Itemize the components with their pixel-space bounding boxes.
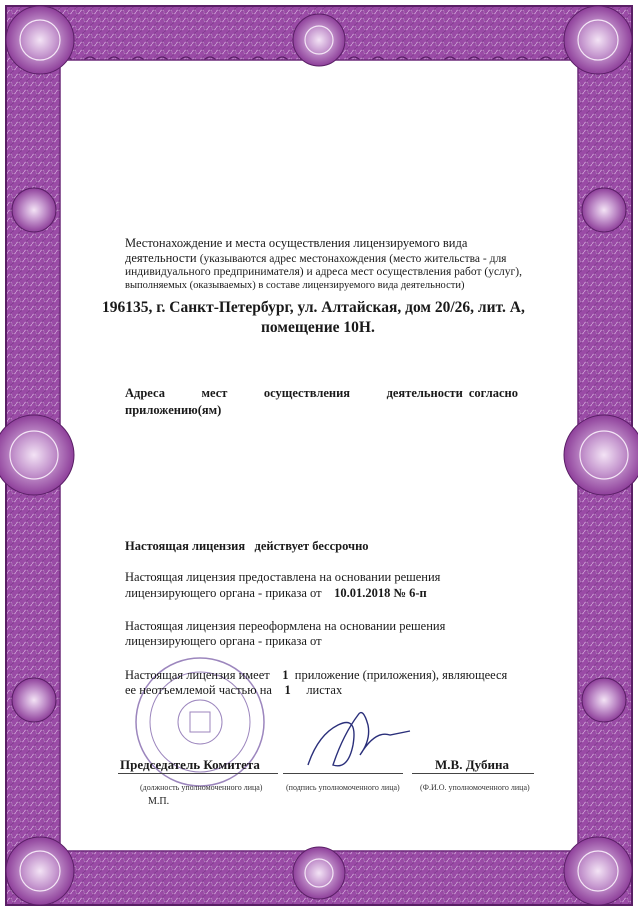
position-caption: (должность уполномоченного лица) [140,783,263,792]
places-line1: Адреса мест осуществления деятельности согласно [125,386,518,400]
granted-line1: Настоящая лицензия предоставлена на основании решения [125,570,441,584]
address-intro-line1: Местонахождение и места осуществления лицензируемого вида [125,236,468,250]
appendix-line1: Настоящая лицензия имеет 1 приложение (приложения), являющееся [125,668,508,682]
address-intro-line4: выполняемых (оказываемых) в составе лицензируемого вида деятельности) [125,280,465,291]
address-intro-line2: деятельности (указываются адрес местонахождения (место жительства - для [125,251,507,265]
signer-position: Председатель Комитета [120,757,260,772]
places-line2: приложению(ям) [125,403,222,417]
stamp-place: М.П. [148,796,170,807]
granted-line2: лицензирующего органа - приказа от 10.01.2018 № 6-п [125,586,427,600]
address-intro-line3: индивидуального предпринимателя) и адреса мест осуществления работ (услуг), [125,266,522,278]
signature-underline [283,773,403,774]
validity-line: Настоящая лицензия действует бессрочно [125,539,369,553]
position-underline [118,773,278,774]
signer-name: М.В. Дубина [435,757,509,772]
address-line1: 196135, г. Санкт-Петербург, ул. Алтайская, дом 20/26, лит. А, [102,299,525,316]
address-line2: помещение 10Н. [261,319,375,336]
appendix-line2: ее неотъемлемой частью на 1 листах [125,683,343,697]
order-date: 10.01.2018 № 6-п [334,586,427,600]
name-caption: (Ф.И.О. уполномоченного лица) [420,783,530,792]
reissued-line1: Настоящая лицензия переоформлена на основании решения [125,619,446,633]
signature-caption: (подпись уполномоченного лица) [286,783,400,792]
reissued-line2: лицензирующего органа - приказа от [125,634,322,648]
name-underline [412,773,534,774]
